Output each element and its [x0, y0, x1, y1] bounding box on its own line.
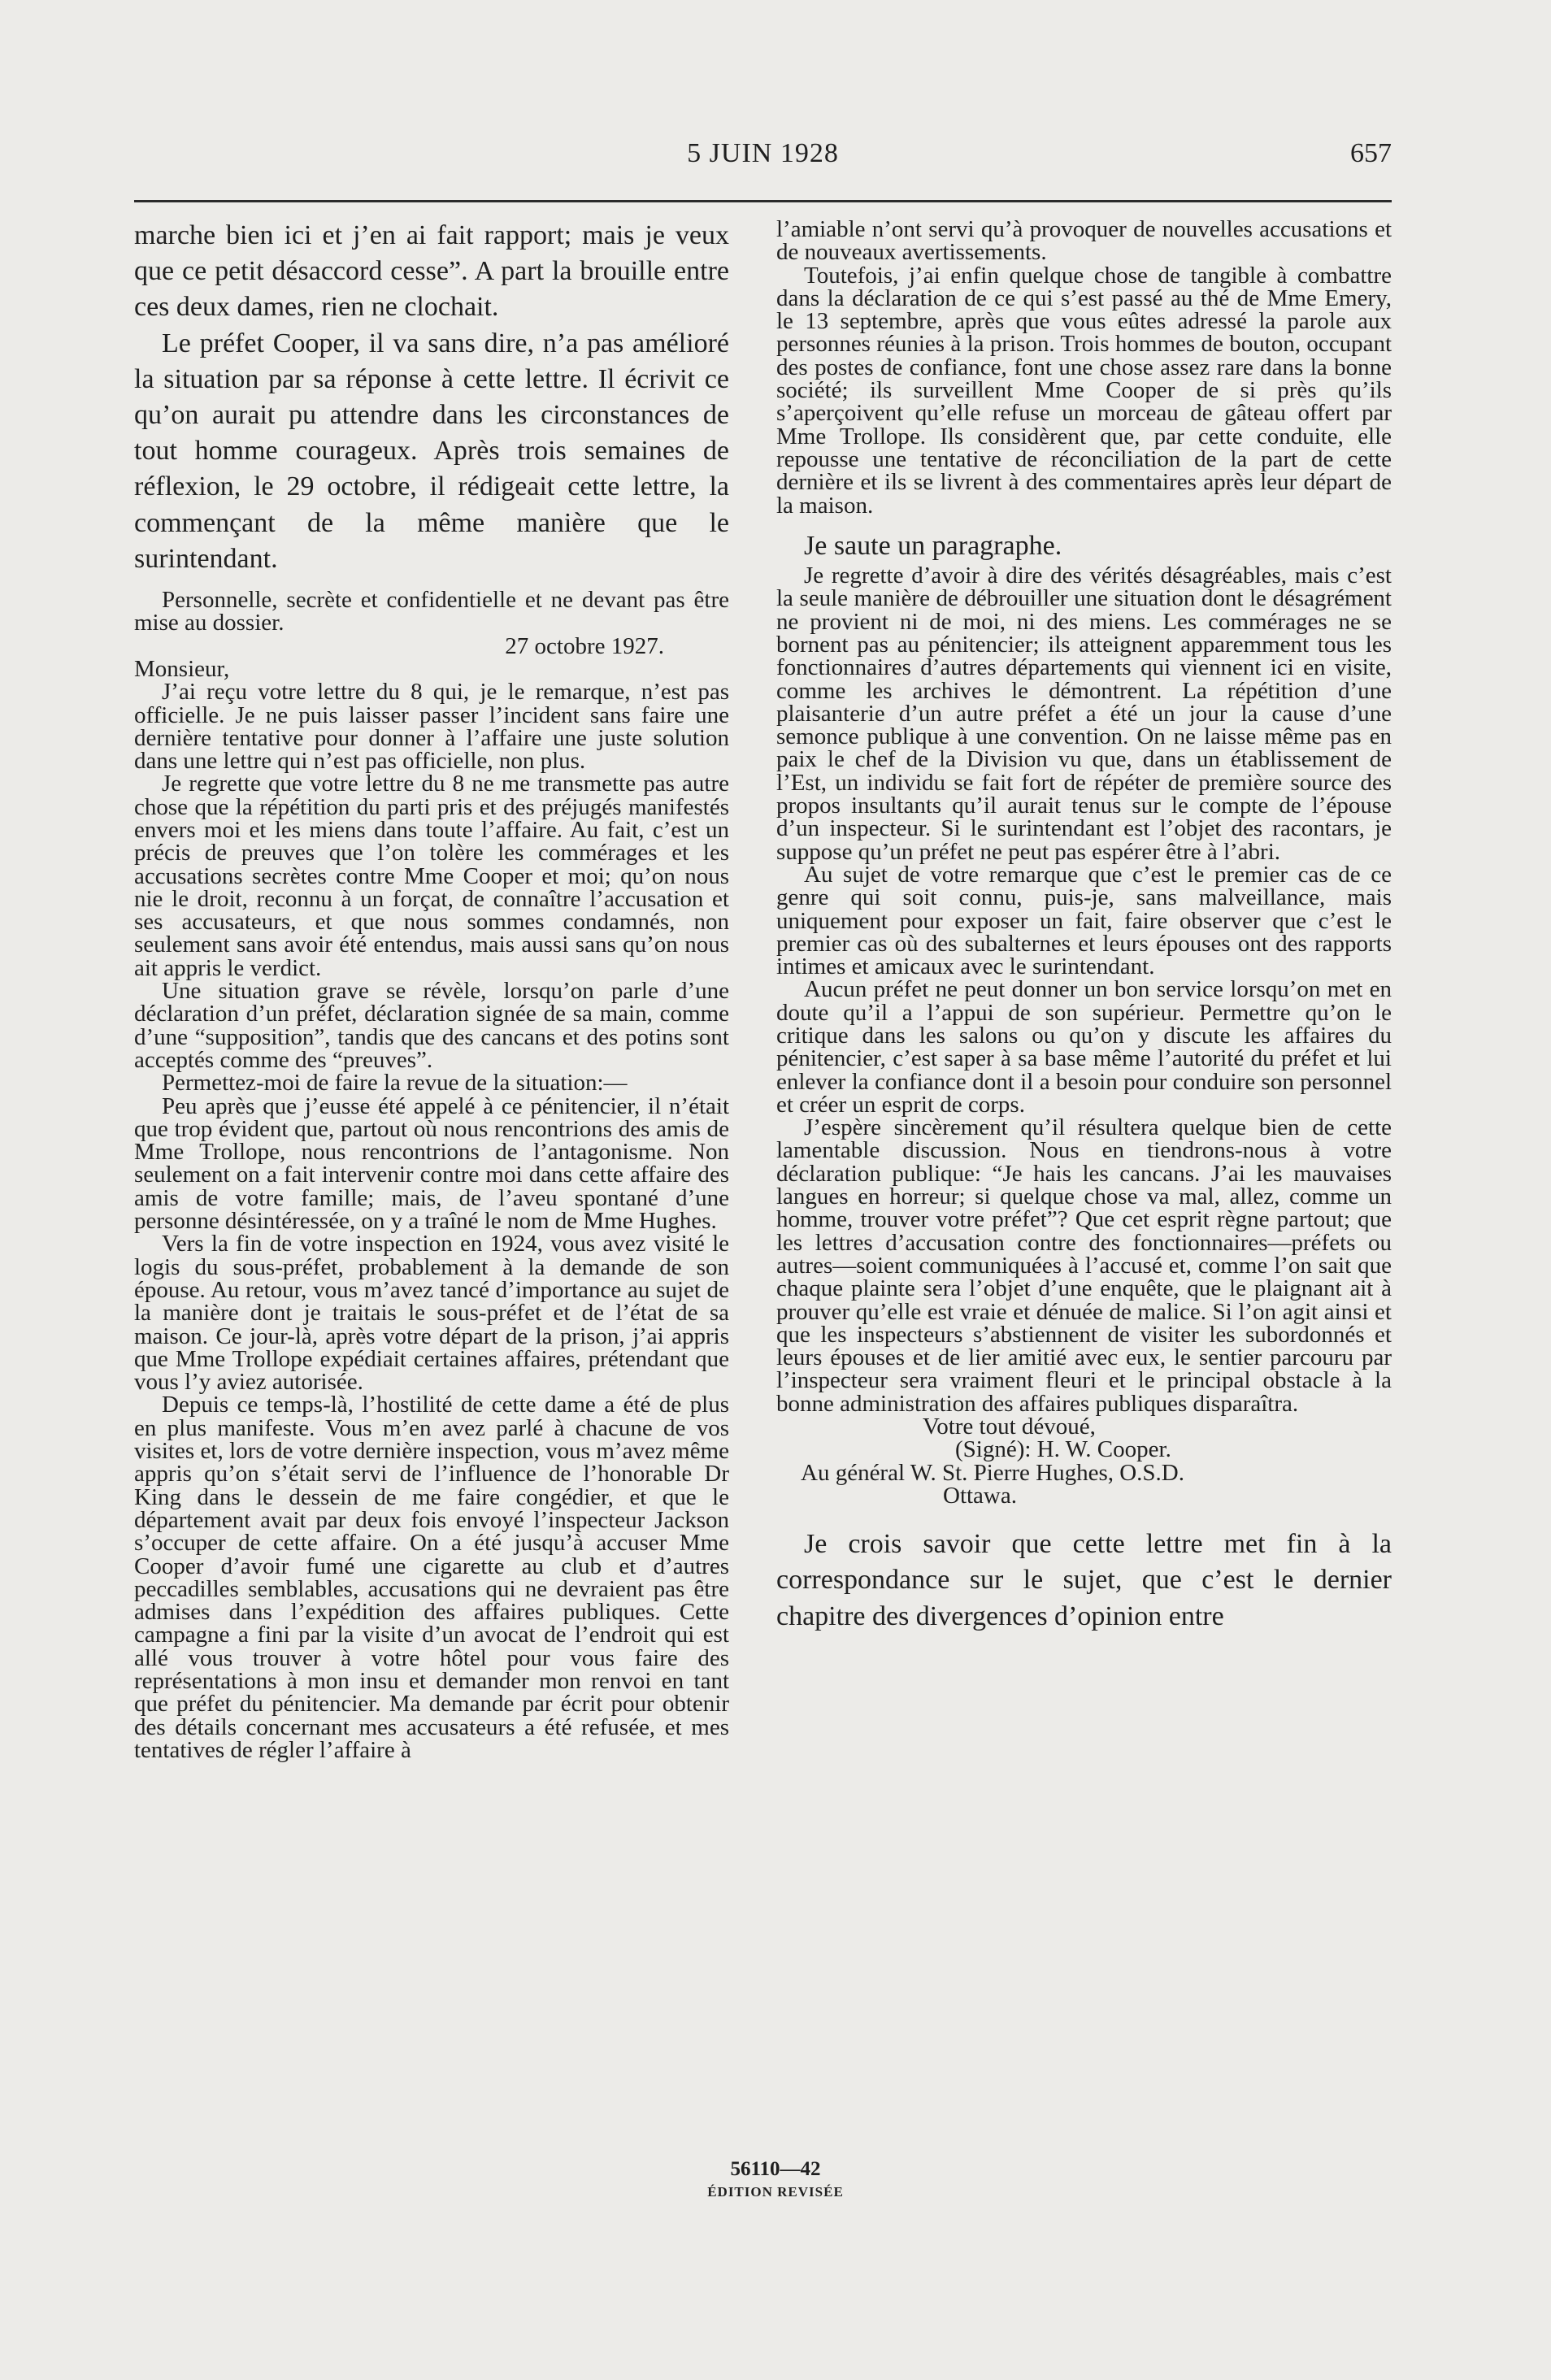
left-column: [134, 218, 729, 1761]
letter-date: 27 octobre 1927.: [505, 632, 664, 659]
header-rule: [134, 200, 1392, 202]
paragraph: Depuis ce temps-là, l’hostilité de cette dame a été de plus en plus manifeste. Vous m’en avez parlé à chacune de vos visites et, lors de votre dernière inspection, vous m’avez même appris qu’on s’était servi de l’influence de l’honorable Dr King dans le dessein de me faire congédier, et que le département avait par deux fois envoyé l’inspecteur Jackson s’occuper de cette affaire. On a été jusqu’à accuser Mme Cooper d’avoir fumé une cigarette au club et d’autres peccadilles semblables, accusations qui ne devraient pas être admises dans l’expédition des affaires publiques. Cette campagne a fini par la visite d’un avocat de l’endroit qui est allé vous trouver à votre hôtel pour vous faire des représentations à mon insu et demander mon renvoi en tant que préfet du pénitencier. Ma demande par écrit pour obtenir des détails concernant mes accusateurs a été refusée, et mes tentatives de régler l’affaire à: [134, 1392, 729, 1763]
paragraph: Je saute un paragraphe.: [804, 530, 1062, 561]
paragraph: Aucun préfet ne peut donner un bon service lorsqu’on met en doute qu’il a l’appui de son supérieur. Permettre qu’on le critique dans les salons ou qu’on y discute les affaires du pénitencier, c’est saper à sa base même l’autorité du préfet et lui enlever la confiance dont il a besoin pour conduire son personnel et créer un esprit de corps.: [776, 976, 1392, 1118]
letter-city: Ottawa.: [943, 1482, 1017, 1509]
page-header: [134, 138, 1392, 179]
edition-label: ÉDITION REVISÉE: [707, 2184, 844, 2200]
letter-closing: Votre tout dévoué,: [923, 1414, 1096, 1440]
paragraph: Permettez-moi de faire la revue de la situation:—: [162, 1070, 628, 1097]
paragraph: Toutefois, j’ai enfin quelque chose de tangible à combattre dans la déclaration de ce qui s’est passé au thé de Mme Emery, le 13 septembre, après que vous eûtes adressé la parole aux personnes réunies à la prison. Trois hommes de bouton, occupant des postes de confiance, font une chose assez rare dans la bonne société; ils surveillent Mme Cooper de si près qu’ils s’aperçoivent qu’elle refuse un morceau de gâteau offert par Mme Trollope. Ils considèrent que, par cette conduite, elle repousse une tentative de réconciliation de la part de cette dernière et ils se livrent à des commentaires après leur départ de la maison.: [776, 262, 1392, 519]
paragraph: Une situation grave se révèle, lorsqu’on parle d’une déclaration d’un préfet, déclaration signée de sa main, comme d’une “supposition”, tandis que des cancans et des potins sont acceptés comme des “preuves”.: [134, 978, 729, 1073]
paragraph: Je regrette d’avoir à dire des vérités désagréables, mais c’est la seule manière de débrouiller une situation dont le désagrément ne provient ni de moi, ni des miens. Les commérages ne se bornent pas au pénitencier; ils atteignent apparemment tous les fonctionnaires d’autres départements qui viennent ici en visite, comme les archives le démontrent. La répétition d’une plaisanterie d’un autre préfet a été un jour la cause d’une semonce publique à une convention. On ne laisse même pas en paix le chef de la Division vu que, dans un établissement de l’Est, un individu se fait fort de répéter de première source des propos insultants qu’il aurait tenus sur le compte de l’épouse d’un inspecteur. Si le surintendant est l’objet des racontars, je suppose qu’un préfet ne peut pas espérer être à l’abri.: [776, 562, 1392, 865]
letter-addressee: Au général W. St. Pierre Hughes, O.S.D.: [801, 1459, 1185, 1486]
page-number: 657: [1350, 138, 1392, 168]
paragraph: marche bien ici et j’en ai fait rapport; mais je veux que ce petit désaccord cesse”. A part la brouille entre ces deux dames, rien ne clochait.: [134, 220, 729, 323]
paragraph: Je crois savoir que cette lettre met fin à la correspondance sur le sujet, que c’est le dernier chapitre des divergences d’opinion entre: [776, 1529, 1392, 1631]
paragraph: Au sujet de votre remarque que c’est le premier cas de ce genre qui soit connu, puis-je, sans malveillance, mais uniquement pour exposer un fait, faire observer que c’est le premier cas où des subalternes et leurs épouses ont des rapports intimes et amicaux avec le surintendant.: [776, 861, 1392, 980]
header-date: 5 JUIN 1928: [687, 138, 839, 168]
letter-signature: (Signé): H. W. Cooper.: [955, 1436, 1171, 1463]
paragraph: l’amiable n’ont servi qu’à provoquer de nouvelles accusations et de nouveaux avertissements.: [776, 216, 1392, 266]
page-footer: [0, 2158, 1551, 2200]
paragraph: J’ai reçu votre lettre du 8 qui, je le remarque, n’est pas officielle. Je ne puis laisser passer l’incident sans faire une dernière tentative pour donner à l’affaire une juste solution dans une lettre qui n’est pas officielle, non plus.: [134, 679, 729, 775]
print-code: 56110—42: [730, 2158, 821, 2180]
paragraph: J’espère sincèrement qu’il résultera quelque bien de cette lamentable discussion. Nous en tiendrons-nous à votre déclaration publique: “Je hais les cancans. J’ai les mauvaises langues en horreur; si quelque chose va mal, allez, comme un homme, trouver votre préfet”? Que cet esprit règne partout; que les lettres d’accusation contre des fonctionnaires—préfets ou autres—soient communiquées à l’accusé et, comme l’on sait que chaque plainte sera l’objet d’une enquête, que le plaignant ait à prouver qu’elle est vraie et dénuée de malice. Si l’on agit ainsi et que les inspecteurs s’abstiennent de visiter les subordonnés et leurs épouses et de lier amitié avec eux, le sentier parcouru par l’inspecteur sera vraiment fleuri et le principal obstacle à la bonne administration des affaires publiques disparaîtra.: [776, 1114, 1392, 1417]
paragraph: Le préfet Cooper, il va sans dire, n’a pas amélioré la situation par sa réponse à cette lettre. Il écrivit ce qu’on aurait pu attendre dans les circonstances de tout homme courageux. Après trois semaines de réflexion, le 29 octobre, il rédigeait cette lettre, la commençant de la même manière que le surintendant.: [134, 328, 729, 574]
letter-notice: Personnelle, secrète et confidentielle et ne devant pas être mise au dossier.: [134, 587, 729, 636]
paragraph: Peu après que j’eusse été appelé à ce pénitencier, il n’était que trop évident que, partout où nous rencontrions des amis de Mme Trollope, nous rencontrions de l’antagonisme. Non seulement on a fait intervenir contre moi dans cette affaire des amis de votre famille; mais, de l’aveu spontané d’une personne désintéressée, on y a traîné le nom de Mme Hughes.: [134, 1092, 729, 1235]
right-column: [776, 218, 1392, 1635]
paragraph: Je regrette que votre lettre du 8 ne me transmette pas autre chose que la répétition du parti pris et des préjugés manifestés envers moi et les miens dans toute l’affaire. Au fait, c’est un précis de preuves que l’on tolère les commérages et les accusations secrètes contre Mme Cooper et moi; qu’on nous nie le droit, reconnu à un forçat, de connaître l’accusation et ses accusateurs, et que nous sommes condamnés, non seulement sans avoir été entendus, mais aussi sans qu’on nous ait appris le verdict.: [134, 771, 729, 981]
paragraph: Vers la fin de votre inspection en 1924, vous avez visité le logis du sous-préfet, probablement à la demande de son épouse. Au retour, vous m’avez tancé d’importance au sujet de la manière dont je traitais le sous-préfet et de l’état de sa maison. Ce jour-là, après votre départ de la prison, j’ai appris que Mme Trollope expédiait certaines affaires, prétendant que vous l’y aviez autorisée.: [134, 1231, 729, 1396]
letter-salutation: Monsieur,: [134, 655, 230, 682]
